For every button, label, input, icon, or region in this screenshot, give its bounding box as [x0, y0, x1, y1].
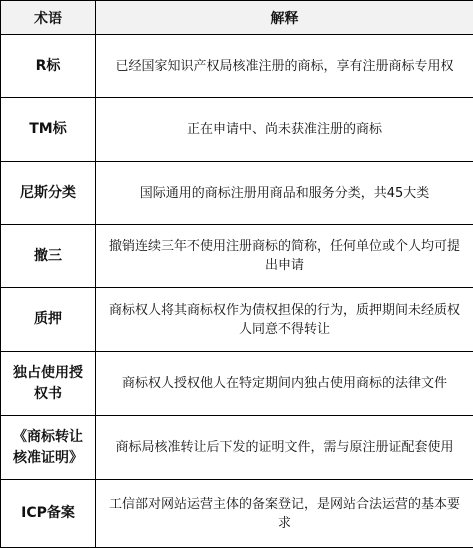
definition-cell: 国际通用的商标注册用商品和服务分类，共45大类 [96, 162, 473, 225]
term-cell: ICP备案 [1, 480, 96, 548]
header-row [1, 1, 473, 35]
table-row [1, 288, 473, 352]
definition-cell: 商标权人授权他人在特定期间内独占使用商标的法律文件 [96, 352, 473, 416]
table-row [1, 480, 473, 548]
term-cell: 独占使用授权书 [1, 352, 96, 416]
table-row [1, 225, 473, 288]
header-term: 术语 [1, 1, 96, 35]
table-row [1, 98, 473, 162]
header-definition: 解释 [96, 1, 473, 35]
table-row [1, 352, 473, 416]
table-row [1, 416, 473, 480]
definition-cell: 正在申请中、尚未获准注册的商标 [96, 98, 473, 162]
term-cell: 尼斯分类 [1, 162, 96, 225]
term-cell: R标 [1, 35, 96, 98]
definition-cell: 工信部对网站运营主体的备案登记，是网站合法运营的基本要求 [96, 480, 473, 548]
definition-cell: 商标局核准转让后下发的证明文件，需与原注册证配套使用 [96, 416, 473, 480]
definition-cell: 已经国家知识产权局核准注册的商标，享有注册商标专用权 [96, 35, 473, 98]
term-cell: 《商标转让核准证明》 [1, 416, 96, 480]
term-cell: 撤三 [1, 225, 96, 288]
term-cell: TM标 [1, 98, 96, 162]
term-cell: 质押 [1, 288, 96, 352]
definition-cell: 撤销连续三年不使用注册商标的简称，任何单位或个人均可提出申请 [96, 225, 473, 288]
table-row [1, 35, 473, 98]
definition-cell: 商标权人将其商标权作为债权担保的行为，质押期间未经质权人同意不得转让 [96, 288, 473, 352]
table-row [1, 162, 473, 225]
